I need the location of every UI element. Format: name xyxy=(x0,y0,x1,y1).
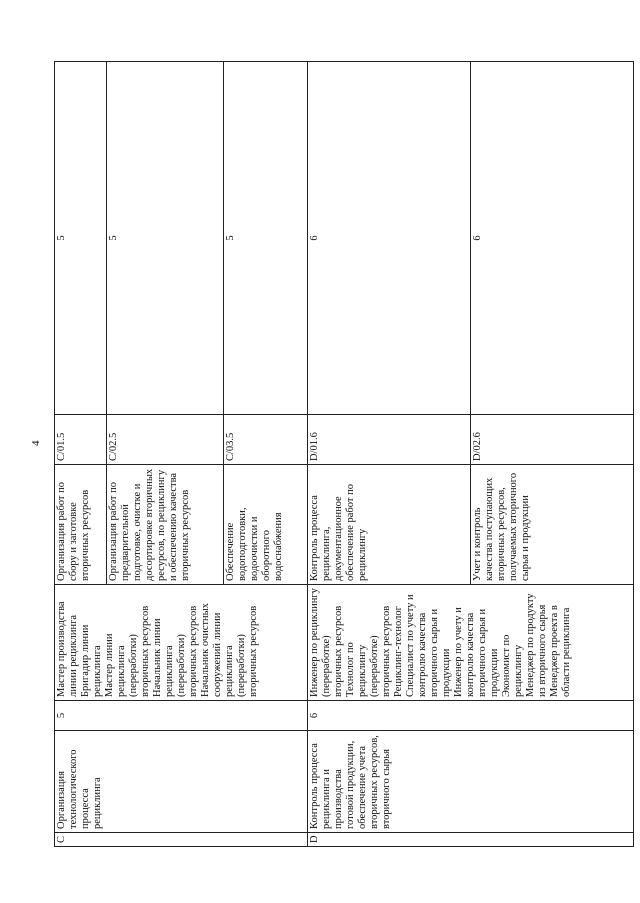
function-name: Обеспечение водоподготовки, водоочистки и оборотного водоснабжения xyxy=(223,465,307,585)
row-d-letter: D xyxy=(307,833,633,847)
row-c-level: 5 xyxy=(55,701,308,731)
job-title: Менеджер по продукту из вторичного сырья xyxy=(524,593,548,697)
function-code: C/02.5 xyxy=(107,415,223,465)
job-title: Инженер по рециклингу (переработке) вторичных ресурсов xyxy=(308,588,344,697)
function-code: D/02.6 xyxy=(470,415,633,465)
job-title: Специалист по учету и контролю качества вторичного сырья и продукции xyxy=(404,594,452,697)
function-name: Организация работ по предварительной подготовке, очистке и досортировке вторичных ресурсов, по рециклингу и обеспечению качества вторичных ресурсов xyxy=(107,465,223,585)
job-title: Бригадир линии рециклинга xyxy=(80,624,103,697)
row-d-level: 6 xyxy=(307,701,633,731)
job-title: Менеджер проекта в области рециклинга xyxy=(548,605,572,697)
job-title: Мастер линии рециклинга (переработки) вторичных ресурсов xyxy=(104,605,151,697)
generalized-functions-table-rotated xyxy=(54,62,634,847)
row-c-jobs xyxy=(55,585,308,701)
table-row xyxy=(55,62,107,847)
function-level: 5 xyxy=(223,62,307,415)
job-title: Начальник линии рециклинга (переработки) вторичных ресурсов xyxy=(152,605,199,697)
function-code: C/03.5 xyxy=(223,415,307,465)
row-d-name: Контроль процесса рециклинга и производства готовой продукции, обеспечение учета вторичных ресурсов, вторичного сырья xyxy=(307,731,633,833)
row-c-name: Организация технологического процесса рециклинга xyxy=(55,731,308,833)
function-code: C/01.5 xyxy=(55,415,107,465)
function-level: 5 xyxy=(55,62,107,415)
function-name: Организация работ по сбору и заготовке вторичных ресурсов xyxy=(55,465,107,585)
job-title: Рециклинг-технолог xyxy=(392,606,404,697)
job-title: Начальник очистных сооружений линии рециклинга (переработки) вторичных ресурсов xyxy=(200,603,259,697)
page-number: 4 xyxy=(30,440,42,446)
table-row xyxy=(307,62,470,847)
row-c-letter: C xyxy=(55,833,308,847)
function-level: 5 xyxy=(107,62,223,415)
function-level: 6 xyxy=(307,62,470,415)
job-title: Технолог по рециклингу (переработке) вторичных ресурсов xyxy=(344,605,392,697)
job-title: Инженер по учету и контролю качества вторичного сырья и продукции xyxy=(452,607,500,697)
function-name: Контроль процесса рециклинга, документационное обеспечение работ по рециклингу xyxy=(307,465,470,585)
job-title: Мастер производства линии рециклинга xyxy=(56,601,79,697)
job-title: Экономист по рециклингу xyxy=(500,634,524,697)
function-name: Учет и контроль качества поступающих вторичных ресурсов, получаемых вторичного сырья и продукции xyxy=(470,465,633,585)
row-d-jobs xyxy=(307,585,633,701)
functions-table xyxy=(54,61,634,847)
function-level: 6 xyxy=(470,62,633,415)
function-code: D/01.6 xyxy=(307,415,470,465)
